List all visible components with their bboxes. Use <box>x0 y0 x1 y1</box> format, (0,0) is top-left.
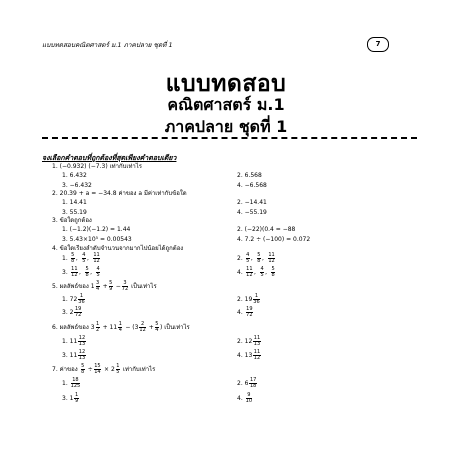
title-subject: คณิตศาสตร์ ม.1 <box>167 95 285 114</box>
q5-option-2 <box>237 294 261 305</box>
numerator: 9 <box>247 392 251 398</box>
numerator: 18 <box>72 377 79 383</box>
title-main: แบบทดสอบ <box>165 71 287 97</box>
denominator: 13 <box>253 341 261 347</box>
dashed-divider <box>42 137 417 139</box>
option-fraction <box>253 336 260 347</box>
option-number: 1. <box>62 380 70 387</box>
q3-option-4: 4. 7.2 ÷ (−100) = 0.072 <box>237 236 311 243</box>
denominator: 8 <box>85 272 89 278</box>
numerator: 5 <box>257 252 261 258</box>
q7-option-1 <box>62 378 81 389</box>
option-number: 2. 6 <box>237 380 249 387</box>
option-number: 3. 2 <box>62 309 74 316</box>
numerator: 11 <box>253 349 261 355</box>
numerator: 1 <box>96 321 100 327</box>
denominator: 36 <box>253 299 260 305</box>
option-fraction <box>246 393 252 404</box>
q1-option-3: 3. −6.432 <box>62 182 92 189</box>
numerator: 12 <box>78 335 86 341</box>
q2-option-1: 1. 14.41 <box>62 199 87 206</box>
question-7-stem: 7. ค่าของ $\frac{5}{8}$ ÷ $\frac{15}{14}$ × 2 $\frac{1}{5}$ เท่ากับเท่าไร <box>52 363 156 375</box>
numerator: 5 <box>81 363 85 369</box>
numerator: 3 <box>96 280 100 286</box>
option-number: 2. <box>237 255 245 262</box>
instruction: จงเลือกคำตอบที่ถูกต้องที่สุดเพียงคำตอบเดียว <box>42 154 177 162</box>
denominator: 13 <box>78 355 86 361</box>
denominator: 72 <box>246 312 253 318</box>
option-number: 3. 11 <box>62 352 78 359</box>
option-fraction-wrap <box>270 267 276 278</box>
option-fraction-wrap <box>95 267 101 278</box>
q4-option-1 <box>62 253 104 264</box>
numerator: 11 <box>93 252 100 258</box>
title-term: ภาคปลาย ชุดที่ 1 <box>164 117 288 136</box>
q7-frac-2 <box>94 364 101 375</box>
q4-option-2 <box>237 253 279 264</box>
option-fraction <box>246 253 250 264</box>
numerator: 11 <box>268 252 275 258</box>
q5-frac-1 <box>96 281 100 292</box>
numerator: 3 <box>123 280 127 286</box>
option-fraction <box>71 378 81 389</box>
q5-option-1 <box>62 294 86 305</box>
q6-frac-c <box>139 322 145 333</box>
denominator: 8 <box>271 272 275 278</box>
option-number: 4. 13 <box>237 352 253 359</box>
option-fraction <box>246 267 253 278</box>
q4-option-3 <box>62 267 104 278</box>
denominator: 12 <box>268 258 275 264</box>
option-fraction-wrap: $\frac{4}{5}$ , <box>82 252 89 264</box>
numerator: 19 <box>246 306 253 312</box>
question-3-stem: 3. ข้อใดถูกต้อง <box>52 217 92 224</box>
denominator: 8 <box>257 258 261 264</box>
q2-option-3: 3. 55.19 <box>62 209 87 216</box>
q6-frac-d <box>155 322 159 333</box>
question-1-stem: 1. (−0.932) (−7.3) เท่ากับเท่าไร <box>52 163 143 170</box>
option-fraction <box>71 253 75 264</box>
denominator: 12 <box>71 272 78 278</box>
denominator: 14 <box>94 369 101 375</box>
option-fraction-wrap: $\frac{5}{8}$ , <box>85 266 93 278</box>
q6-frac-a <box>96 322 100 333</box>
denominator: 12 <box>139 327 146 333</box>
numerator: 4 <box>82 252 86 258</box>
running-head: แบบทดสอบคณิตศาสตร์ ม.1 ภาคปลาย ชุดที่ 1 <box>42 41 173 49</box>
q7-frac-1 <box>81 364 85 375</box>
q2-option-4: 4. −55.19 <box>237 209 267 216</box>
option-fraction <box>268 253 275 264</box>
option-fraction <box>78 336 85 347</box>
q7-frac-3 <box>116 364 120 375</box>
denominator: 72 <box>74 312 82 318</box>
denominator: 5 <box>246 258 250 264</box>
option-fraction <box>96 267 100 278</box>
q4-option-4 <box>237 267 279 278</box>
denominator: 5 <box>116 369 120 375</box>
denominator: 2 <box>96 327 100 333</box>
q5-option-4 <box>237 307 254 318</box>
denominator: 9 <box>109 286 113 292</box>
denominator: 4 <box>118 327 122 333</box>
denominator: 12 <box>246 272 253 278</box>
option-fraction <box>85 267 89 278</box>
q1-option-4: 4. −6.568 <box>237 182 267 189</box>
q5-frac-2 <box>109 281 113 292</box>
numerator: 1 <box>116 363 120 369</box>
numerator: 4 <box>260 266 264 272</box>
q7-option-4 <box>237 393 253 404</box>
question-2-stem: 2. 20.39 + a = −34.8 ค่าของ a มีค่าเท่ากับข้อใด <box>52 190 187 197</box>
denominator: 12 <box>93 258 100 264</box>
option-fraction <box>271 267 275 278</box>
denominator: 36 <box>78 299 85 305</box>
numerator: 11 <box>253 335 261 341</box>
option-fraction-wrap: $\frac{4}{5}$ , <box>260 266 268 278</box>
q1-option-2: 2. 6.568 <box>237 172 262 179</box>
q6-option-3 <box>62 350 87 361</box>
option-fraction <box>74 307 81 318</box>
option-fraction <box>74 393 78 404</box>
numerator: 5 <box>109 280 113 286</box>
denominator: 5 <box>96 272 100 278</box>
option-number: 2. 19 <box>237 296 253 303</box>
denominator: 8 <box>71 258 75 264</box>
q7-option-2 <box>237 378 258 389</box>
q6-option-2 <box>237 336 262 347</box>
q3-option-1: 1. (−1.2)(−1.2) = 1.44 <box>62 226 131 233</box>
option-fraction <box>257 253 261 264</box>
q1-option-1: 1. 6.432 <box>62 172 87 179</box>
option-number: 4. <box>237 269 245 276</box>
numerator: 19 <box>74 306 82 312</box>
option-fraction-wrap <box>267 253 276 264</box>
option-fraction <box>71 267 78 278</box>
denominator: 72 <box>121 286 129 292</box>
option-fraction <box>253 350 260 361</box>
option-fraction-wrap: $\frac{11}{12}$ , <box>71 266 81 278</box>
option-fraction-wrap: $\frac{11}{12}$ , <box>246 266 256 278</box>
q5-frac-3 <box>122 281 128 292</box>
page-number: 7 <box>367 37 389 52</box>
option-fraction-wrap: $\frac{5}{8}$ , <box>257 252 264 264</box>
option-fraction <box>78 294 84 305</box>
numerator: 2 <box>141 321 145 327</box>
numerator: 1 <box>254 293 259 299</box>
denominator: 13 <box>78 341 86 347</box>
option-fraction <box>93 253 100 264</box>
numerator: 5 <box>271 266 275 272</box>
numerator: 1 <box>118 321 122 327</box>
denominator: 5 <box>260 272 264 278</box>
option-number: 1. 72 <box>62 296 78 303</box>
option-fraction <box>246 307 253 318</box>
numerator: 15 <box>94 363 101 369</box>
q3-option-2: 2. (−22)(0.4 = −88 <box>237 226 296 233</box>
numerator: 4 <box>246 252 250 258</box>
denominator: 12 <box>253 355 261 361</box>
denominator: 9 <box>74 398 79 404</box>
denominator: 18 <box>249 383 257 389</box>
denominator: 8 <box>81 369 85 375</box>
numerator: 11 <box>71 266 78 272</box>
option-number: 1. 11 <box>62 338 78 345</box>
option-number: 2. 12 <box>237 338 253 345</box>
denominator: 4 <box>155 327 159 333</box>
denominator: 125 <box>70 383 81 389</box>
q6-option-4 <box>237 350 262 361</box>
q6-option-1 <box>62 336 87 347</box>
q7-option-3 <box>62 393 80 404</box>
question-5-stem: 5. ผลลัพธ์ของ 1 $\frac{3}{4}$ + $\frac{5}{9}$ − $\frac{3}{72}$ เป็นเท่าไร <box>52 280 157 292</box>
option-fraction <box>249 378 256 389</box>
q2-option-2: 2. −14.41 <box>237 199 267 206</box>
option-fraction <box>260 267 264 278</box>
numerator: 12 <box>78 349 86 355</box>
numerator: 11 <box>246 266 253 272</box>
option-number: 4. <box>237 309 245 316</box>
option-fraction <box>82 253 86 264</box>
numerator: 4 <box>96 266 100 272</box>
denominator: 10 <box>245 398 253 404</box>
option-fraction-wrap: $\frac{4}{5}$ , <box>246 252 253 264</box>
option-fraction <box>253 294 259 305</box>
denominator: 4 <box>96 286 100 292</box>
question-6-stem: 6. ผลลัพธ์ของ 3 $\frac{1}{2}$ + 11 $\frac{1}{4}$ − (3 $\frac{2}{12}$ + $\frac{5}{4}$ ) เป็นเท่าไร <box>52 321 190 333</box>
numerator: 1 <box>79 293 84 299</box>
option-number: 4. <box>237 395 245 402</box>
question-4-stem: 4. ข้อใดเรียงลำดับจำนวนจากมากไปน้อยได้ถูกต้อง <box>52 245 184 252</box>
option-number: 1. <box>62 255 70 262</box>
option-number: 3. 1 <box>62 395 74 402</box>
numerator: 5 <box>71 252 75 258</box>
option-fraction-wrap <box>92 253 101 264</box>
q3-option-3: 3. 5.43×10⁵ = 0.00543 <box>62 236 132 243</box>
numerator: 5 <box>85 266 89 272</box>
numerator: 5 <box>155 321 159 327</box>
option-number: 3. <box>62 269 70 276</box>
denominator: 5 <box>82 258 86 264</box>
q6-frac-b <box>118 322 122 333</box>
option-fraction <box>78 350 85 361</box>
numerator: 17 <box>249 377 257 383</box>
q5-option-3 <box>62 307 83 318</box>
option-fraction-wrap: $\frac{5}{8}$ , <box>71 252 78 264</box>
numerator: 1 <box>74 392 79 398</box>
